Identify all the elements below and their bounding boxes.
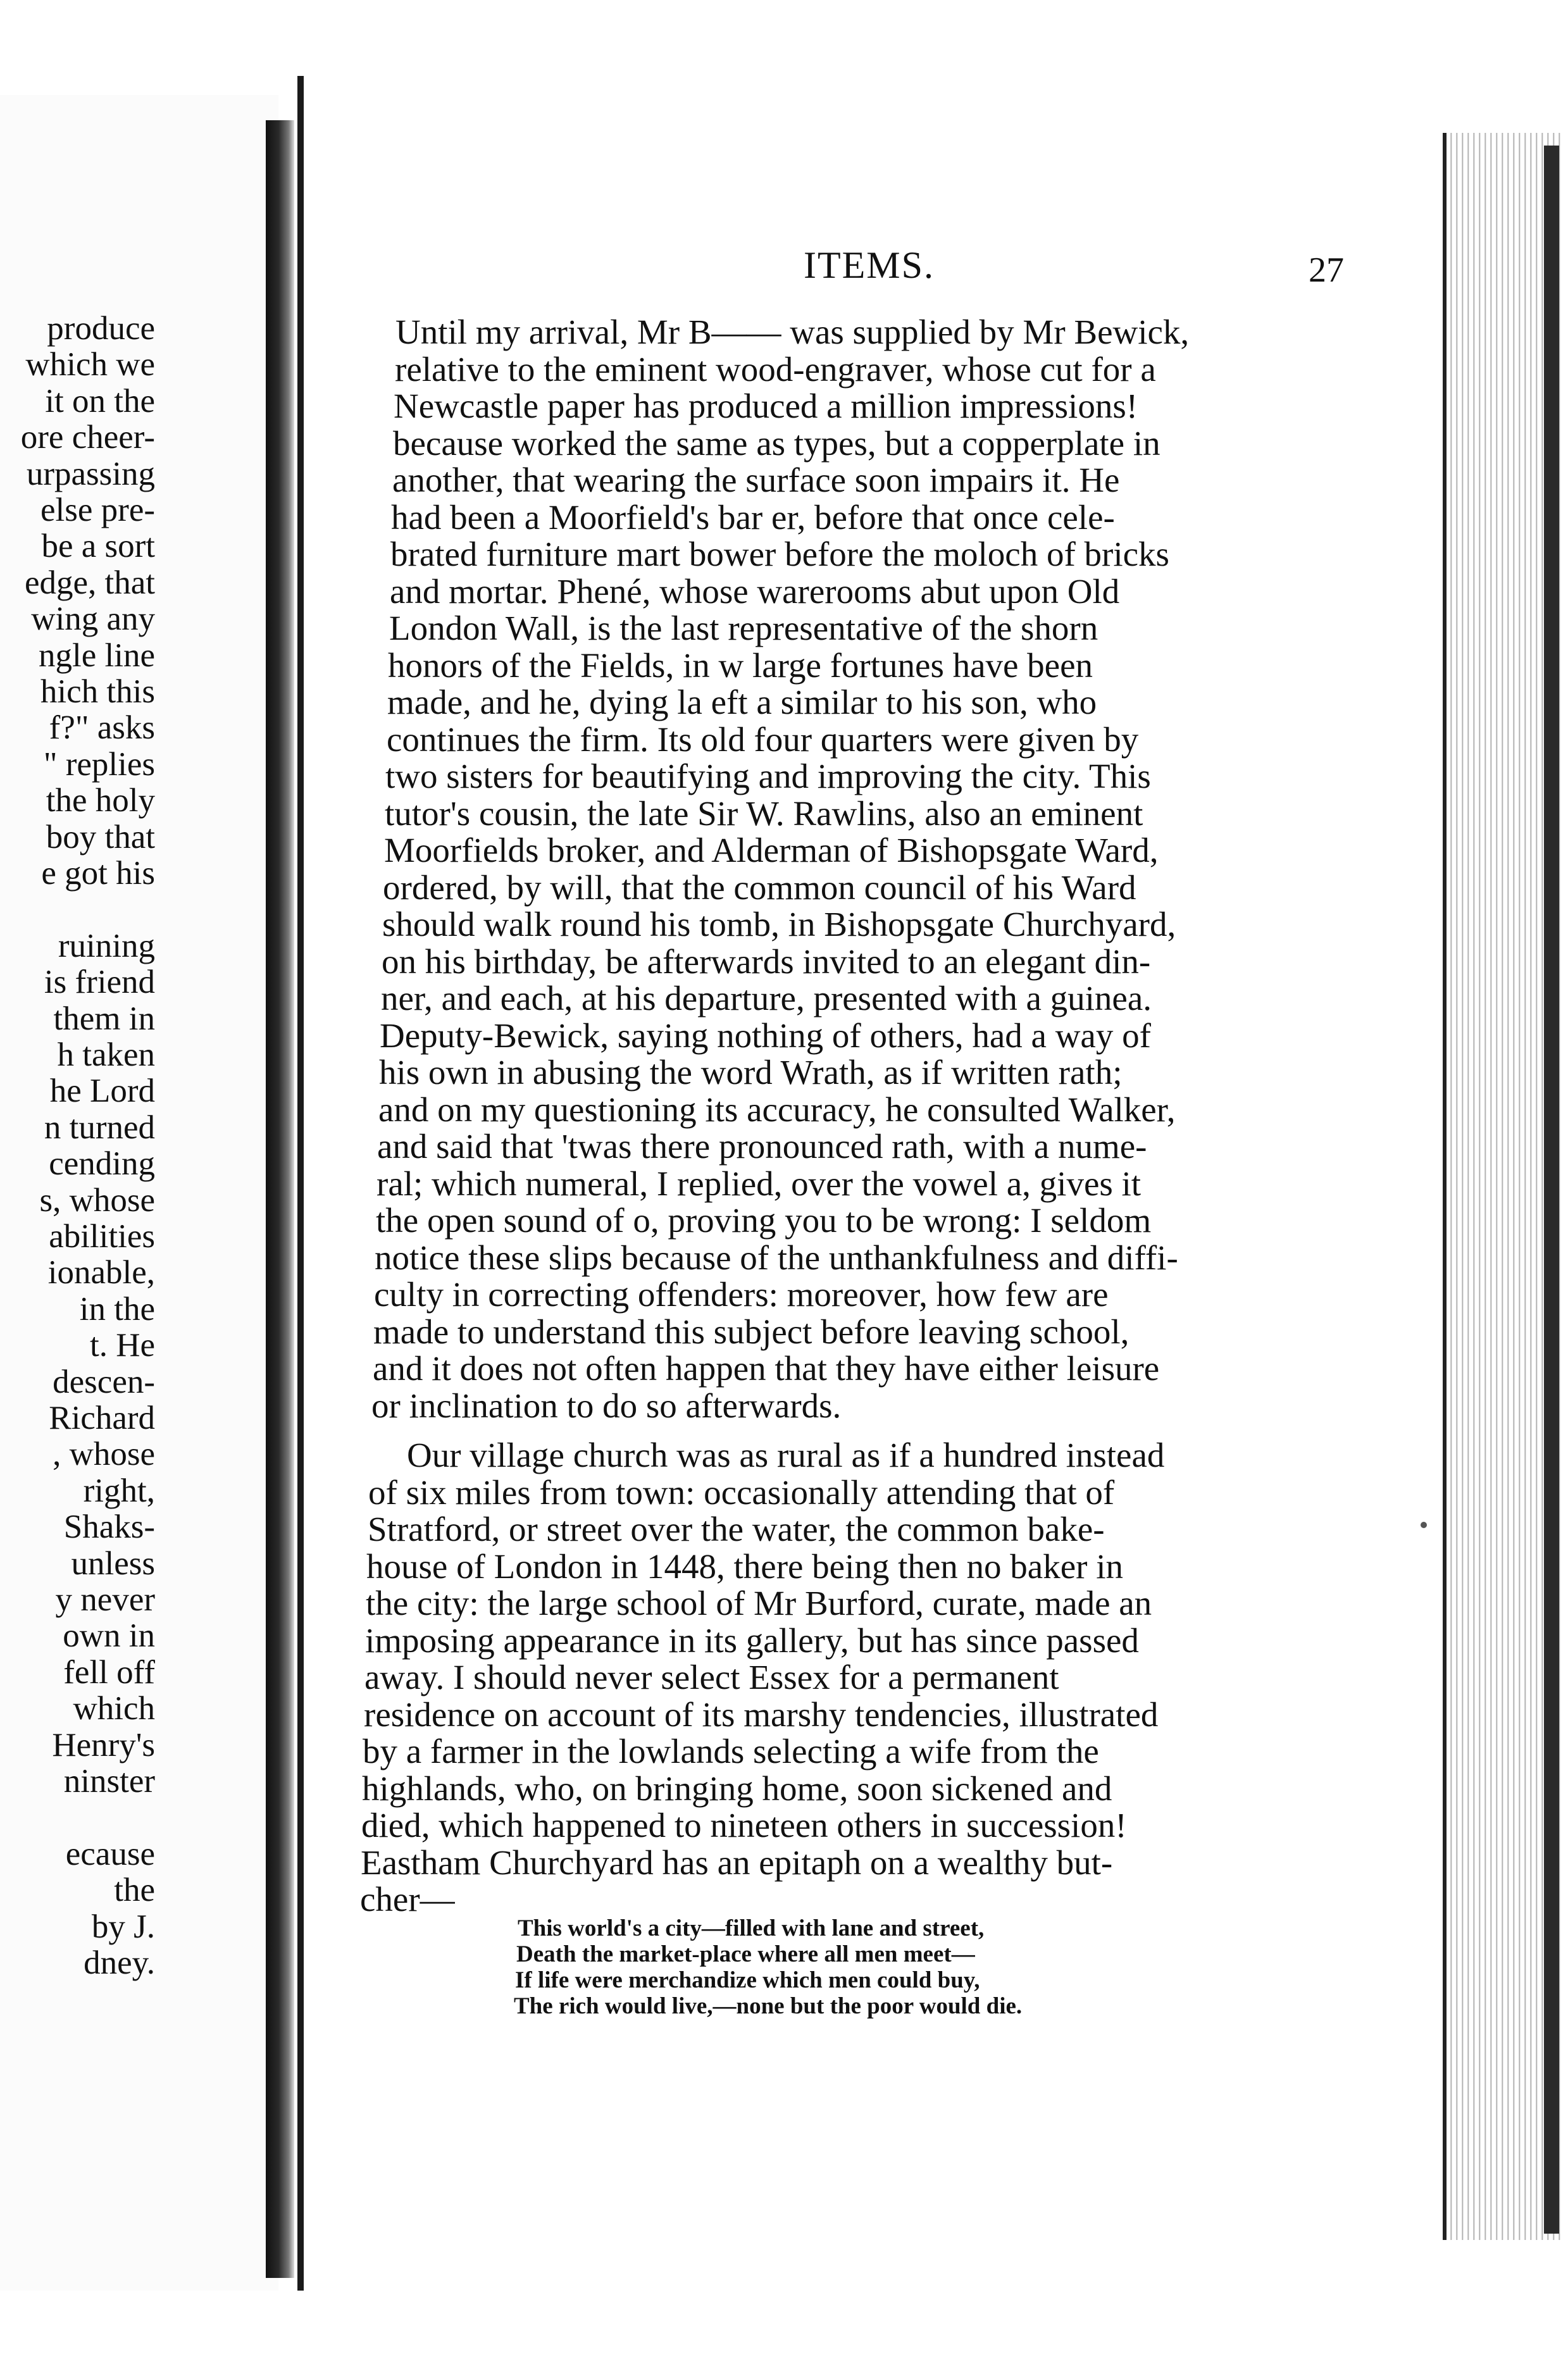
body-line: ral; which numeral, I replied, over the vowel a, gives it — [376, 1164, 1142, 1203]
body-line: on his birthday, be afterwards invited to an elegant din- — [382, 942, 1151, 981]
body-line: continues the firm. Its old four quarters were given by — [387, 719, 1139, 759]
body-line: house of London in 1448, there being then no baker in — [366, 1546, 1123, 1586]
body-line: relative to the eminent wood-engraver, whose cut for a — [395, 349, 1156, 389]
body-line: Moorfields broker, and Alderman of Bishopsgate Ward, — [384, 831, 1159, 869]
left-page-line: it on the — [45, 382, 155, 420]
body-line: and it does not often happen that they have either leisure — [373, 1349, 1160, 1388]
body-line: London Wall, is the last representative of the shorn — [389, 609, 1098, 647]
left-page-line: , whose — [53, 1436, 155, 1473]
left-page-line: hich this — [40, 673, 155, 710]
left-page-line: boy that — [46, 818, 155, 855]
verse-line: The rich would live,—none but the poor would die. — [514, 1993, 1023, 2019]
body-line: and mortar. Phené, whose warerooms abut upon Old — [390, 571, 1120, 611]
body-line: imposing appearance in its gallery, but has since passed — [365, 1621, 1139, 1660]
left-page-line: be a sort — [41, 528, 155, 565]
left-page-line: s, whose — [39, 1181, 155, 1219]
left-page-line: unless — [71, 1545, 155, 1582]
left-page — [0, 95, 278, 2291]
left-page-line: by J. — [91, 1908, 155, 1945]
left-page-line: abilities — [49, 1218, 155, 1255]
body-line: the open sound of o, proving you to be wrong: I seldom — [376, 1201, 1152, 1240]
cover-edge — [1544, 146, 1559, 2234]
body-line: made to understand this subject before leaving school, — [373, 1312, 1129, 1351]
body-line: had been a Moorfield's bar er, before that once cele- — [391, 497, 1115, 537]
body-line: made, and he, dying la eft a similar to his son, who — [387, 683, 1097, 721]
left-page-line: the — [114, 1872, 155, 1909]
body-line: Until my arrival, Mr B—— was supplied by Mr Bewick, — [395, 313, 1190, 351]
body-line: another, that wearing the surface soon impairs it. He — [392, 461, 1120, 499]
left-page-line: which — [73, 1690, 155, 1727]
left-page-line: h taken — [57, 1036, 155, 1073]
body-line: tutor's cousin, the late Sir W. Rawlins, also an eminent — [385, 793, 1143, 833]
body-line: of six miles from town: occasionally attending that of — [368, 1472, 1115, 1512]
left-page-line: " replies — [43, 745, 155, 783]
body-line: the city: the large school of Mr Burford, curate, made an — [366, 1584, 1152, 1622]
body-line: notice these slips because of the unthankfulness and diffi- — [375, 1238, 1178, 1277]
page-number: 27 — [1309, 251, 1344, 290]
body-line: highlands, who, on bringing home, soon sickened and — [362, 1769, 1112, 1808]
left-page-line: which we — [25, 346, 155, 383]
body-line: Our village church was as rural as if a hundred instead — [407, 1436, 1165, 1474]
left-page-line: cending — [49, 1145, 155, 1183]
body-line: ordered, by will, that the common council of his Ward — [383, 868, 1136, 907]
body-line: cher— — [360, 1880, 455, 1919]
body-line: should walk round his tomb, in Bishopsgate Churchyard, — [382, 905, 1176, 943]
left-page-line: f?" asks — [49, 709, 155, 747]
gutter-shadow — [266, 120, 294, 2278]
body-line: Stratford, or street over the water, the common bake- — [368, 1510, 1105, 1548]
left-page-line: dney. — [84, 1944, 155, 1981]
body-line: Newcastle paper has produced a million impressions! — [394, 387, 1138, 425]
left-page-line: ore cheer- — [20, 419, 155, 456]
body-line: his own in abusing the word Wrath, as if written rath; — [379, 1053, 1123, 1092]
body-line: away. I should never select Essex for a permanent — [364, 1658, 1059, 1696]
left-page-line: Henry's — [52, 1726, 155, 1764]
body-line: ner, and each, at his departure, presented with a guinea. — [381, 979, 1152, 1017]
left-page-line: right, — [83, 1472, 155, 1509]
left-page-line: them in — [53, 1000, 155, 1037]
left-page-line: fell off — [63, 1653, 155, 1691]
left-page-line: ninster — [63, 1763, 155, 1800]
page-edges — [1443, 133, 1560, 2240]
body-line: because worked the same as types, but a copperplate in — [393, 423, 1160, 463]
left-page-line: is friend — [44, 964, 155, 1001]
left-page-line: urpassing — [26, 455, 155, 492]
body-line: or inclination to do so afterwards. — [371, 1386, 842, 1425]
body-line: and said that 'twas there pronounced rath, with a nume- — [377, 1127, 1147, 1166]
left-page-line: ionable, — [47, 1254, 155, 1291]
left-page-line: t. He — [89, 1327, 155, 1364]
body-line: Deputy-Bewick, saying nothing of others, had a way of — [380, 1016, 1151, 1055]
ink-speck — [1421, 1522, 1427, 1528]
body-line: by a farmer in the lowlands selecting a wife from the — [363, 1732, 1099, 1770]
verse-line: If life were merchandize which men could buy, — [515, 1967, 980, 1993]
left-page-line: ngle line — [39, 637, 155, 674]
body-line: Eastham Churchyard has an epitaph on a wealthy but- — [361, 1843, 1113, 1882]
left-page-line: e got his — [41, 855, 155, 892]
left-page-line: else pre- — [40, 492, 155, 528]
left-page-line: ecause — [65, 1835, 155, 1872]
left-page-line: own in — [63, 1617, 155, 1655]
body-line: honors of the Fields, in w large fortunes have been — [388, 645, 1093, 685]
left-page-line: ruining — [58, 927, 155, 964]
body-line: and on my questioning its accuracy, he consulted Walker, — [378, 1090, 1176, 1129]
left-page-line: wing any — [31, 600, 155, 638]
body-line: residence on account of its marshy tendencies, illustrated — [364, 1695, 1159, 1734]
left-page-line: produce — [47, 310, 155, 347]
left-page-line: y never — [55, 1581, 155, 1618]
left-page-line: Richard — [49, 1400, 155, 1436]
body-line: brated furniture mart bower before the moloch of bricks — [390, 535, 1169, 573]
left-page-line: Shaks- — [63, 1509, 155, 1546]
left-page-line: in the — [79, 1290, 155, 1328]
left-page-line: the holy — [46, 782, 155, 819]
body-line: two sisters for beautifying and improving the city. This — [385, 757, 1151, 795]
verse-line: This world's a city—filled with lane and street, — [518, 1915, 985, 1941]
left-page-line: descen- — [53, 1363, 155, 1400]
running-header: ITEMS. — [804, 244, 935, 286]
body-line: died, which happened to nineteen others in succession! — [361, 1806, 1127, 1845]
left-page-line: he Lord — [49, 1073, 155, 1110]
left-page-line: n turned — [44, 1109, 155, 1146]
body-line: culty in correcting offenders: moreover, how few are — [374, 1275, 1109, 1314]
verse-line: Death the market-place where all men meet— — [516, 1941, 975, 1967]
left-page-line: edge, that — [24, 564, 155, 601]
